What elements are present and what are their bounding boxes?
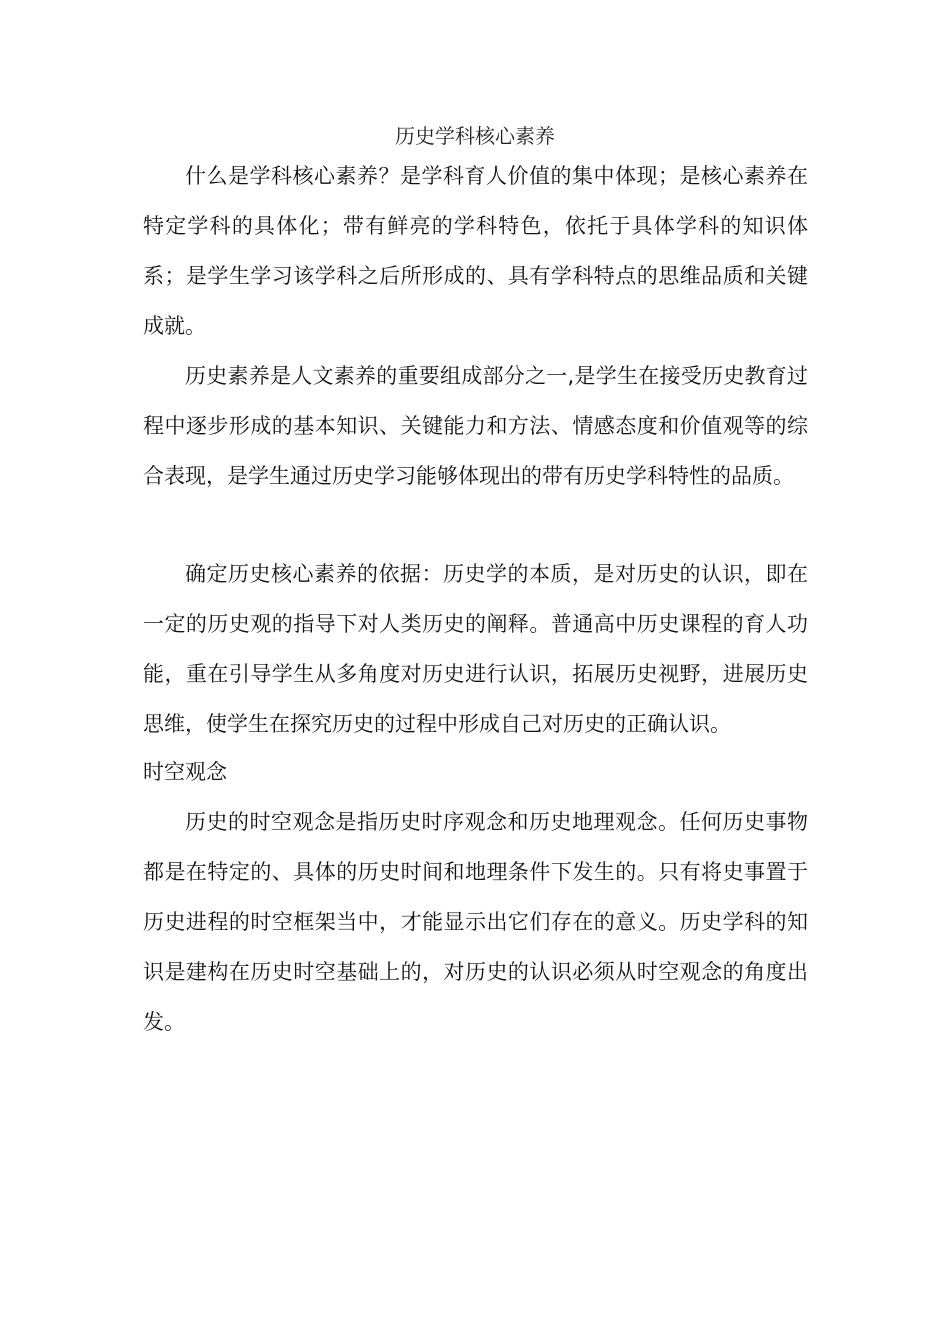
- section-heading: 时空观念: [143, 760, 227, 784]
- paragraph-basis: 确定历史核心素养的依据：历史学的本质，是对历史的认识，即在一定的历史观的指导下对人类历史的阐释。普通高中历史课程的育人功能，重在引导学生从多角度对历史进行认识，拓展历史视野，进展历史思维，使学生在探究历史的过程中形成自己对历史的正确认识。: [143, 562, 808, 736]
- paragraph-time-space-concept: 历史的时空观念是指历史时序观念和历史地理观念。任何历史事物都是在特定的、具体的历史时间和地理条件下发生的。只有将史事置于历史进程的时空框架当中，才能显示出它们存在的意义。历史学科的知识是建构在历史时空基础上的，对历史的认识必须从时空观念的角度出发。: [143, 810, 808, 1034]
- paragraph-core-literacy-definition: 什么是学科核心素养？是学科育人价值的集中体现；是核心素养在特定学科的具体化；带有鲜亮的学科特色，依托于具体学科的知识体系；是学生学习该学科之后所形成的、具有学科特点的思维品质和关键成就。: [143, 164, 808, 338]
- paragraph-history-literacy: 历史素养是人文素养的重要组成部分之一,是学生在接受历史教育过程中逐步形成的基本知识、关键能力和方法、情感态度和价值观等的综合表现，是学生通过历史学习能够体现出的带有历史学科特性的品质。: [143, 364, 808, 488]
- document-title: 历史学科核心素养: [395, 124, 555, 148]
